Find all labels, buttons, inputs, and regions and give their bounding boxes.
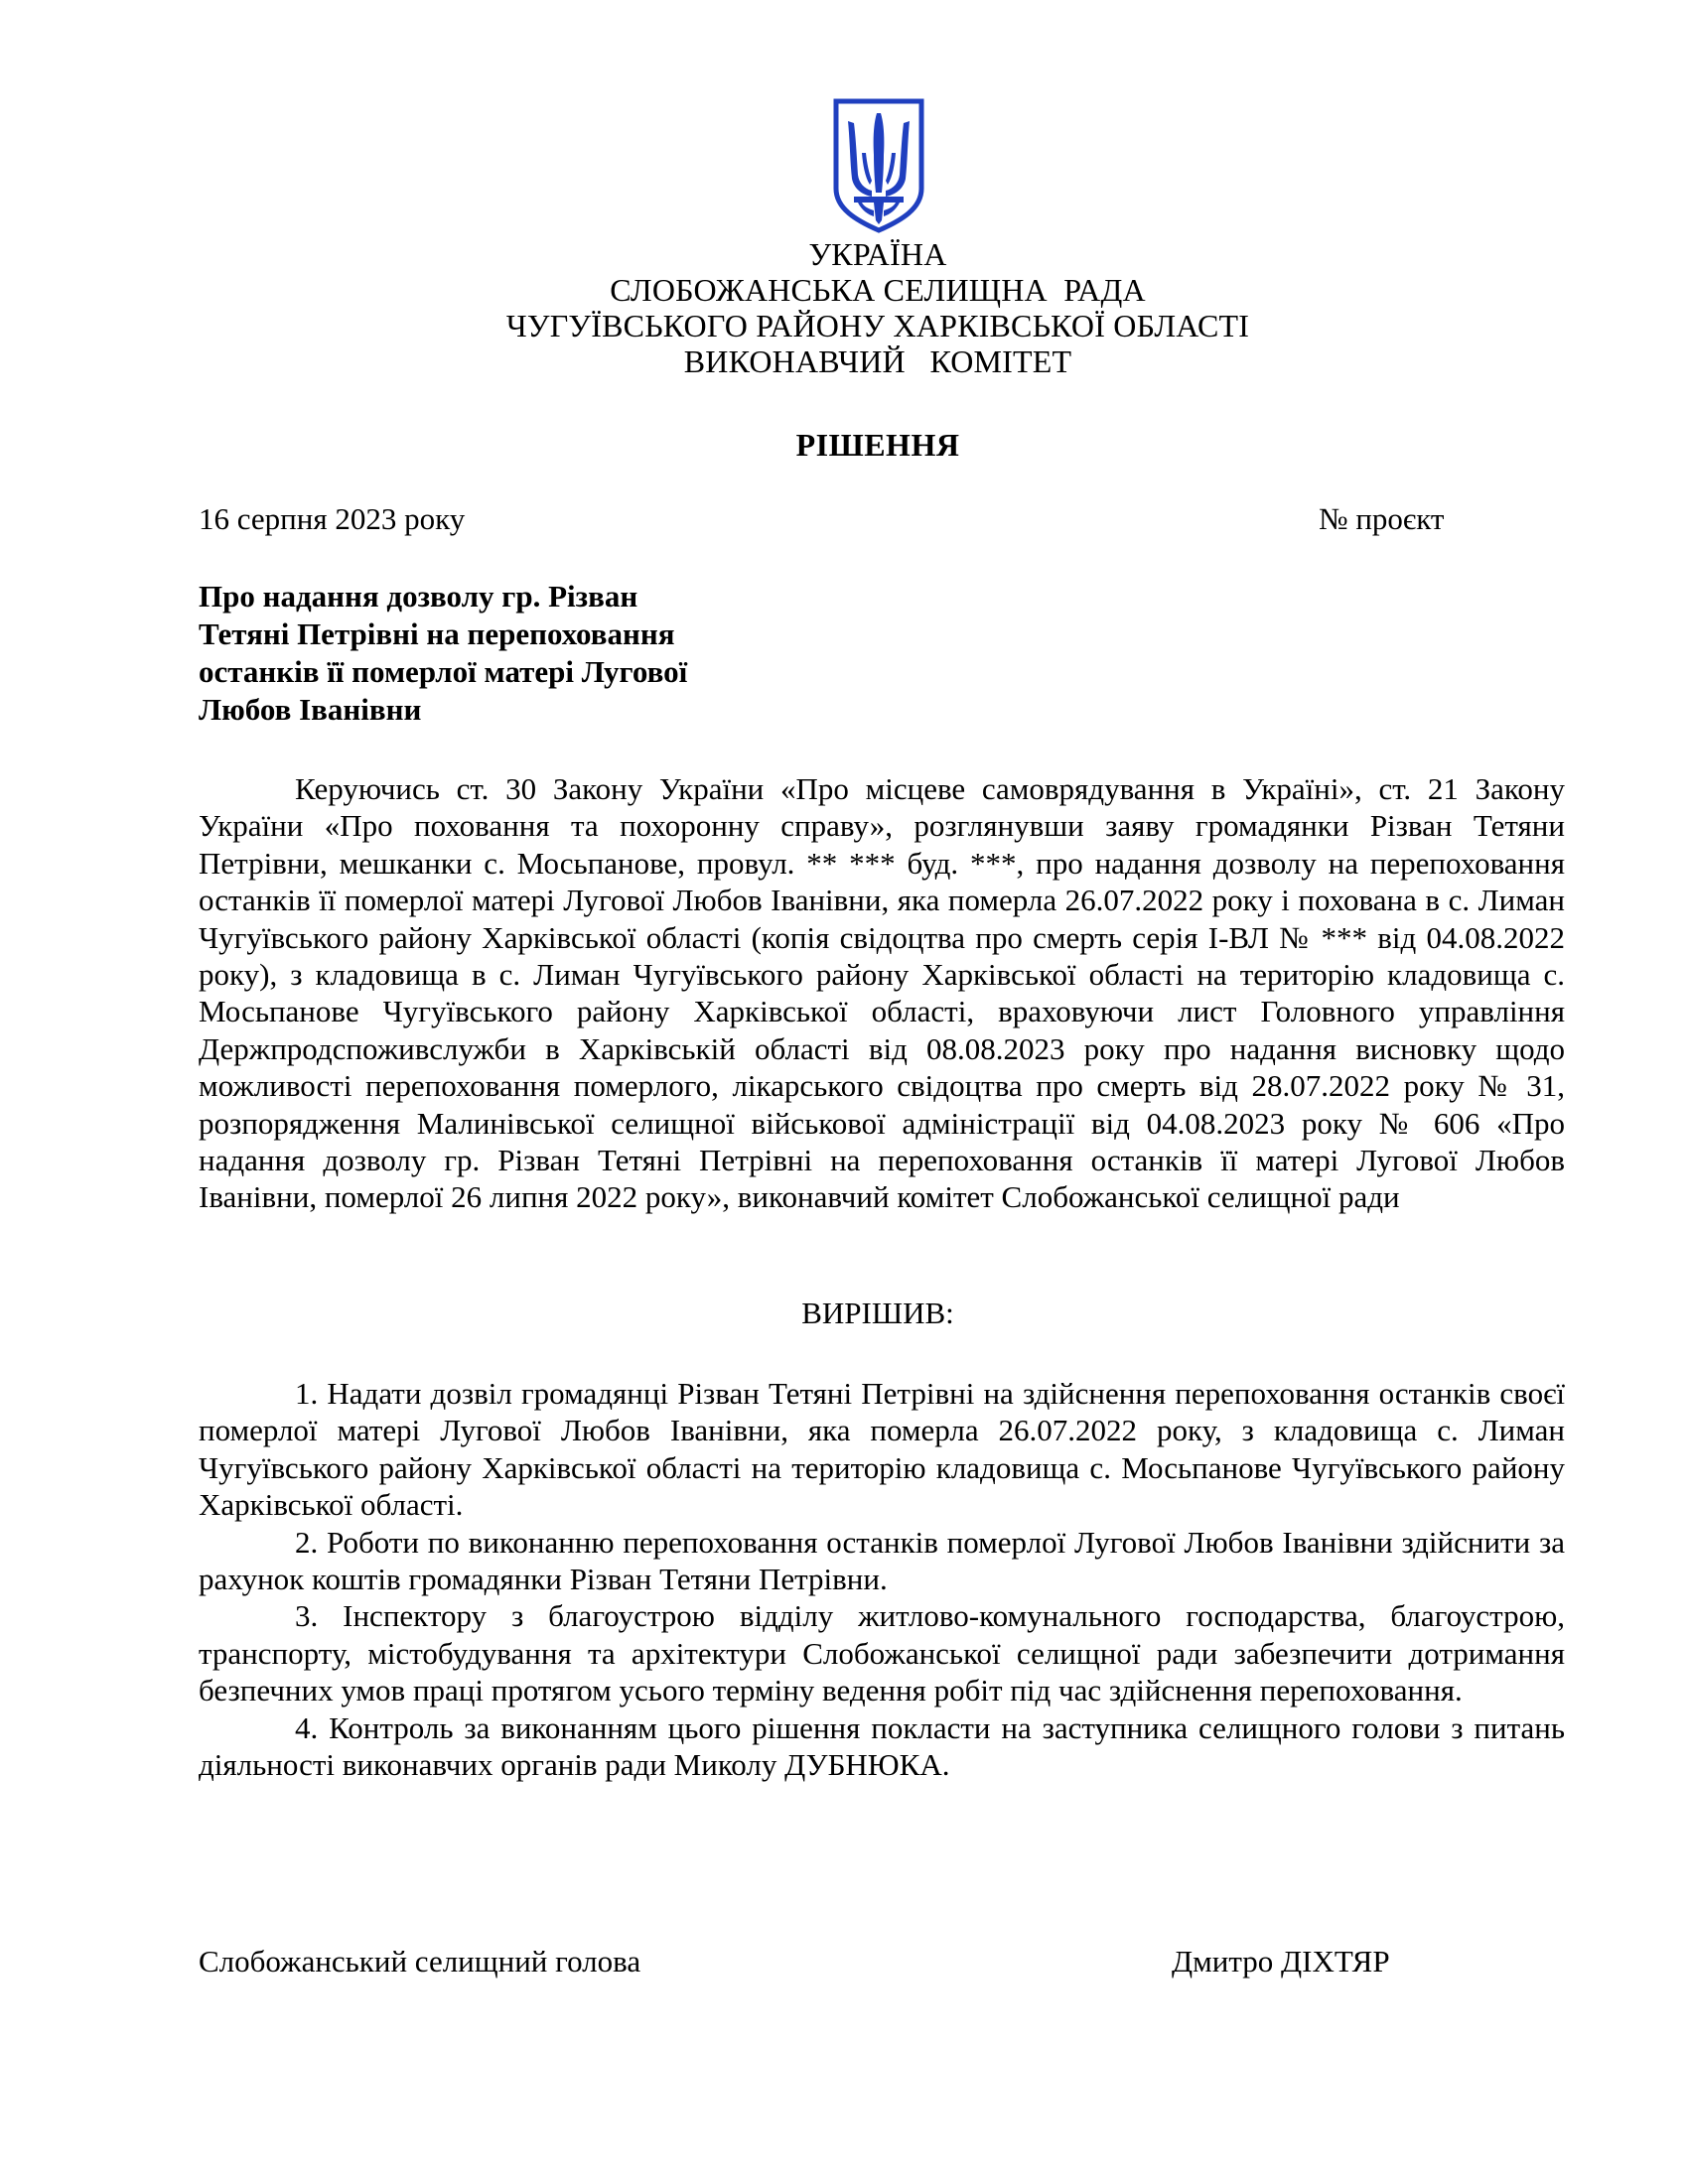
subject-line: Про надання дозволу гр. Різван — [199, 579, 638, 614]
trident-coat-of-arms-icon — [832, 97, 925, 234]
decided-heading: ВИРІШИВ: — [801, 1296, 954, 1330]
subject-line: останків її померлої матері Лугової — [199, 654, 688, 689]
document-title: РІШЕННЯ — [795, 427, 960, 463]
decision-item: 3. Інспектору з благоустрою відділу житлово-комунального господарства, благоустрою, транспорту, містобудування та архітектури Слобожанської селищної ради забезпечити дотримання безпечних умов праці протягом усього терміну ведення робіт під час здійснення перепоховання. — [199, 1598, 1565, 1708]
decision-item: 2. Роботи по виконанню перепоховання останків померлої Лугової Любов Іванівни здійснити за рахунок коштів громадянки Різван Тетяни Петрівни. — [199, 1524, 1565, 1597]
subject-line: Тетяні Петрівні на перепоховання — [199, 616, 675, 651]
council-name: СЛОБОЖАНСЬКА СЕЛИЩНА РАДА — [610, 272, 1146, 308]
decision-item: 1. Надати дозвіл громадянці Різван Тетяні Петрівні на здійснення перепоховання останків своєї померлої матері Лугової Любов Іванівни, яка померла 26.07.2022 року, з кладовища с. Лиман Чугуївського району Харківської області на територію кладовища с. Мосьпанове Чугуївського району Харківської області. — [199, 1376, 1565, 1523]
decision-items — [199, 1375, 1565, 1783]
decision-item: 4. Контроль за виконанням цього рішення покласти на заступника селищного голови з питань діяльності виконавчих органів ради Миколу ДУБНЮКА. — [199, 1709, 1565, 1783]
document-date: 16 серпня 2023 року — [199, 501, 466, 536]
subject-line: Любов Іванівни — [199, 692, 422, 727]
document-number: № проєкт — [1319, 501, 1445, 536]
document-subject — [199, 578, 687, 729]
district-name: ЧУГУЇВСЬКОГО РАЙОНУ ХАРКІВСЬКОЇ ОБЛАСТІ — [505, 308, 1250, 343]
preamble-paragraph: Керуючись ст. 30 Закону України «Про місцеве самоврядування в Україні», ст. 21 Закону України «Про поховання та похоронну справу», розглянувши заяву громадянки Різван Тетяни Петрівни, мешканки с. Мосьпанове, провул. ** *** буд. ***, про надання дозволу на перепоховання останків її померлої матері Лугової Любов Іванівни, яка померла 26.07.2022 року і похована в с. Лиман Чугуївського району Харківської області (копія свідоцтва про смерть серія І-ВЛ № *** від 04.08.2022 року), з кладовища в с. Лиман Чугуївського району Харківської області на територію кладовища с. Мосьпанове Чугуївського району Харківської області, враховуючи лист Головного управління Держпродспоживслужби в Харківській області від 08.08.2023 року про надання висновку щодо можливості перепоховання померлого, лікарського свідоцтва про смерть від 28.07.2022 року № 31, розпорядження Малинівської селищної військової адміністрації від 04.08.2023 року № 606 «Про надання дозволу гр. Різван Тетяні Петрівні на перепоховання останків її матері Лугової Любов Іванівни, померлої 26 липня 2022 року», виконавчий комітет Слобожанської селищної ради — [199, 771, 1565, 1215]
signatory-position: Слобожанський селищний голова — [199, 1944, 641, 1979]
document-header — [0, 236, 1688, 379]
committee-name: ВИКОНАВЧИЙ КОМІТЕТ — [683, 343, 1072, 379]
country-name: УКРАЇНА — [808, 236, 947, 272]
signatory-name: Дмитро ДІХТЯР — [1172, 1944, 1390, 1979]
